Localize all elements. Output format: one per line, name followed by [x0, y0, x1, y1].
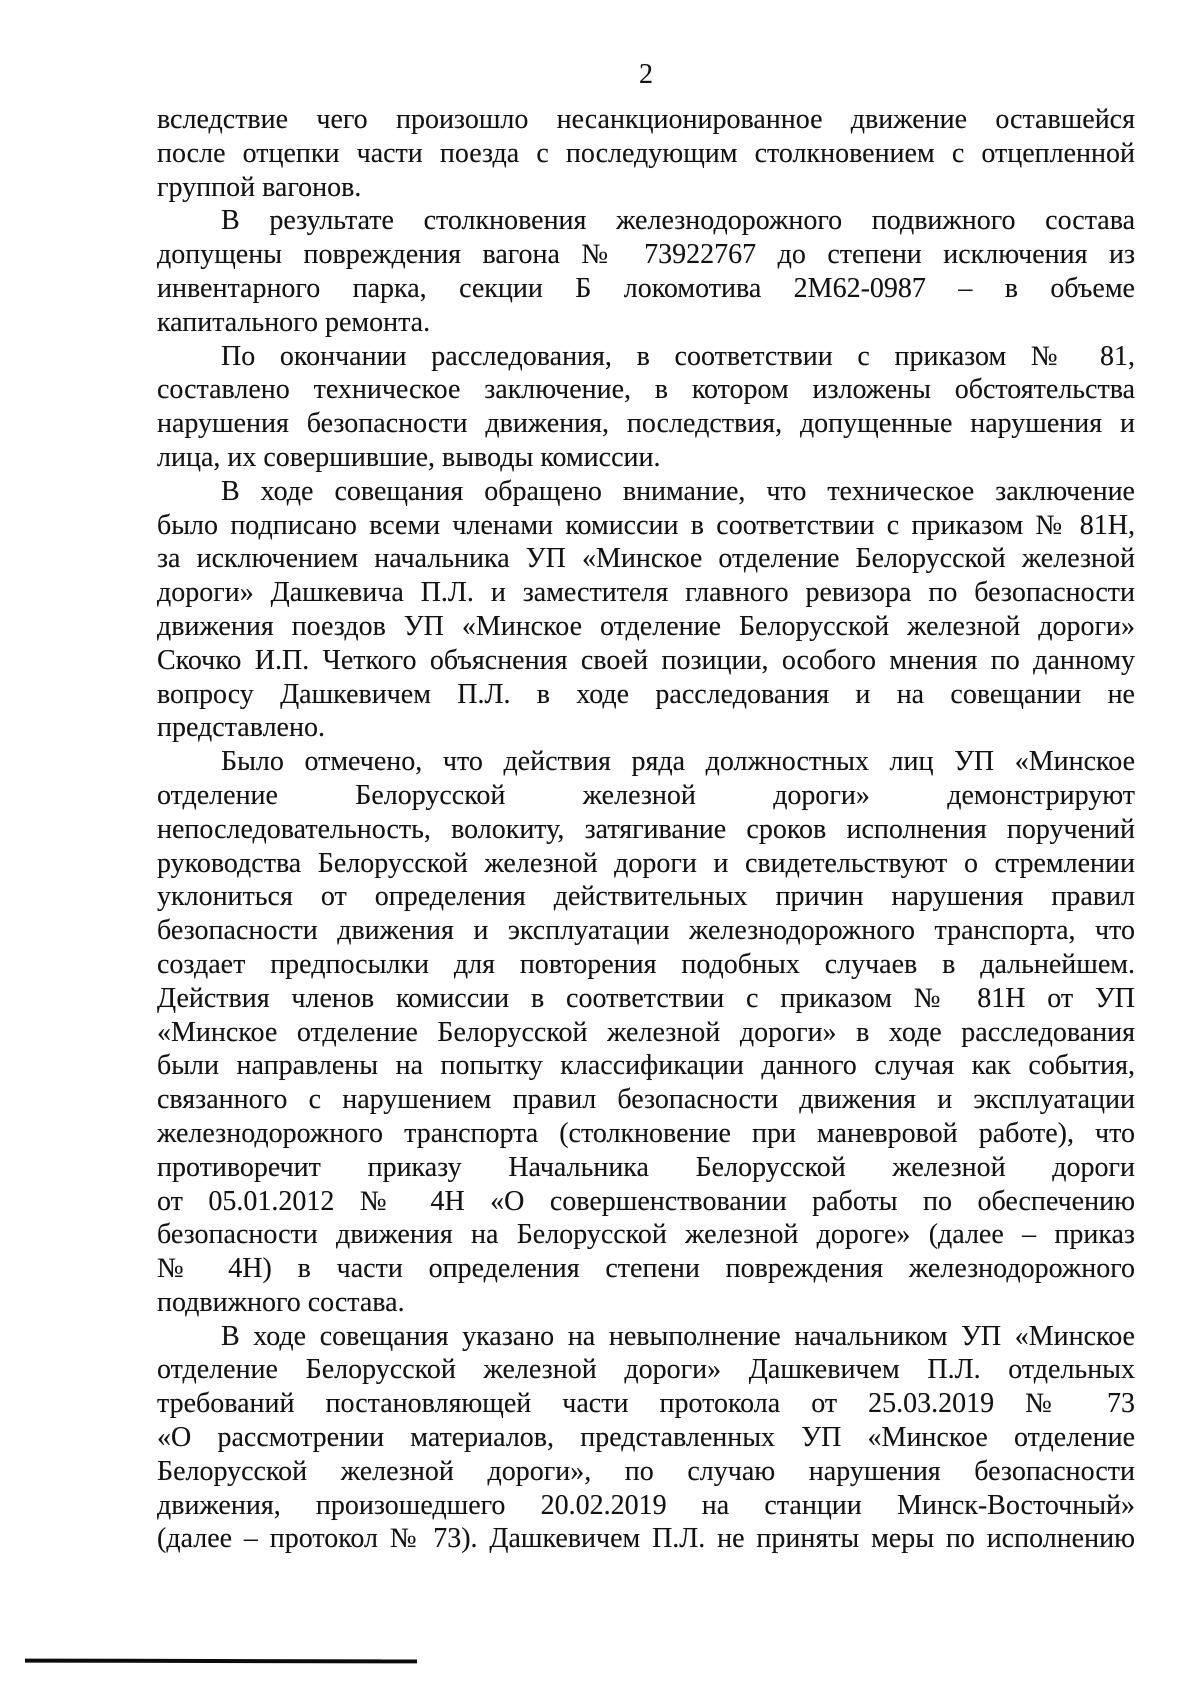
text-line: Белорусской железной дороги», по случаю нарушения безопасности	[157, 1455, 1135, 1487]
text-line: движения, произошедшего 20.02.2019 на станции Минск-Восточный»	[157, 1489, 1135, 1521]
paragraph	[157, 340, 1135, 475]
paragraph	[157, 745, 1135, 1320]
text-line: № 4Н) в части определения степени повреждения железнодорожного	[157, 1253, 1135, 1285]
text-line: противоречит приказу Начальника Белорусской железной дороги	[157, 1151, 1135, 1183]
text-line: непоследовательность, волокиту, затягивание сроков исполнения поручений	[157, 813, 1135, 845]
footnote-separator-line	[25, 1659, 417, 1664]
text-block	[157, 58, 1135, 1556]
text-line: инвентарного парка, секции Б локомотива 2М62-0987 – в объеме	[157, 272, 1135, 304]
text-line: составлено техническое заключение, в котором изложены обстоятельства	[157, 374, 1135, 406]
text-line: после отцепки части поезда с последующим столкновением с отцепленной	[157, 137, 1135, 169]
text-line: «Минское отделение Белорусской железной дороги» в ходе расследования	[157, 1016, 1135, 1048]
text-line: Скочко И.П. Четкого объяснения своей позиции, особого мнения по данному	[157, 644, 1135, 676]
text-line: связанного с нарушением правил безопасности движения и эксплуатации	[157, 1084, 1135, 1116]
text-line: лица, их совершившие, выводы комиссии.	[157, 441, 661, 473]
text-line: требований постановляющей части протокола от 25.03.2019 № 73	[157, 1388, 1135, 1420]
text-line: группой вагонов.	[157, 171, 362, 203]
document-body	[157, 103, 1135, 1556]
text-line: Было отмечено, что действия ряда должностных лиц УП «Минское	[221, 746, 1135, 778]
text-line: безопасности движения на Белорусской железной дороге» (далее – приказ	[157, 1219, 1135, 1251]
text-line: движения поездов УП «Минское отделение Белорусской железной дороги»	[157, 610, 1135, 642]
text-line: отделение Белорусской железной дороги» Дашкевичем П.Л. отдельных	[157, 1354, 1135, 1386]
text-line: В ходе совещания указано на невыполнение начальником УП «Минское	[221, 1320, 1135, 1352]
text-line: В ходе совещания обращено внимание, что техническое заключение	[221, 475, 1135, 507]
paragraph	[157, 103, 1135, 204]
page-number: 2	[639, 59, 653, 90]
text-line: (далее – протокол № 73). Дашкевичем П.Л. не приняты меры по исполнению	[157, 1523, 1135, 1555]
paragraph	[157, 475, 1135, 745]
text-line: было подписано всеми членами комиссии в соответствии с приказом № 81Н,	[157, 509, 1135, 541]
paragraph	[157, 204, 1135, 339]
text-line: безопасности движения и эксплуатации железнодорожного транспорта, что	[157, 915, 1135, 947]
text-line: за исключением начальника УП «Минское отделение Белорусской железной	[157, 543, 1135, 575]
text-line: отделение Белорусской железной дороги» демонстрируют	[157, 779, 1135, 811]
text-line: допущены повреждения вагона № 73922767 до степени исключения из	[157, 239, 1135, 271]
text-line: «О рассмотрении материалов, представленных УП «Минское отделение	[157, 1422, 1135, 1454]
text-line: уклониться от определения действительных причин нарушения правил	[157, 881, 1135, 913]
text-line: от 05.01.2012 № 4Н «О совершенствовании работы по обеспечению	[157, 1185, 1135, 1217]
text-line: были направлены на попытку классификации данного случая как события,	[157, 1050, 1135, 1082]
text-line: руководства Белорусской железной дороги и свидетельствуют о стремлении	[157, 847, 1135, 879]
text-line: В результате столкновения железнодорожного подвижного состава	[221, 205, 1135, 237]
text-line: представлено.	[157, 712, 325, 744]
text-line: вопросу Дашкевичем П.Л. в ходе расследования и на совещании не	[157, 678, 1135, 710]
text-line: вследствие чего произошло несанкционированное движение оставшейся	[157, 104, 1135, 135]
text-line: капитального ремонта.	[157, 306, 431, 338]
paragraph	[157, 1320, 1135, 1557]
text-line: дороги» Дашкевича П.Л. и заместителя главного ревизора по безопасности	[157, 577, 1135, 609]
text-line: создает предпосылки для повторения подобных случаев в дальнейшем.	[157, 948, 1135, 980]
text-line: По окончании расследования, в соответствии с приказом № 81,	[221, 340, 1135, 372]
text-line: подвижного состава.	[157, 1286, 405, 1318]
text-line: Действия членов комиссии в соответствии с приказом № 81Н от УП	[157, 982, 1135, 1014]
text-line: железнодорожного транспорта (столкновение при маневровой работе), что	[157, 1117, 1135, 1149]
text-line: нарушения безопасности движения, последствия, допущенные нарушения и	[157, 408, 1135, 440]
